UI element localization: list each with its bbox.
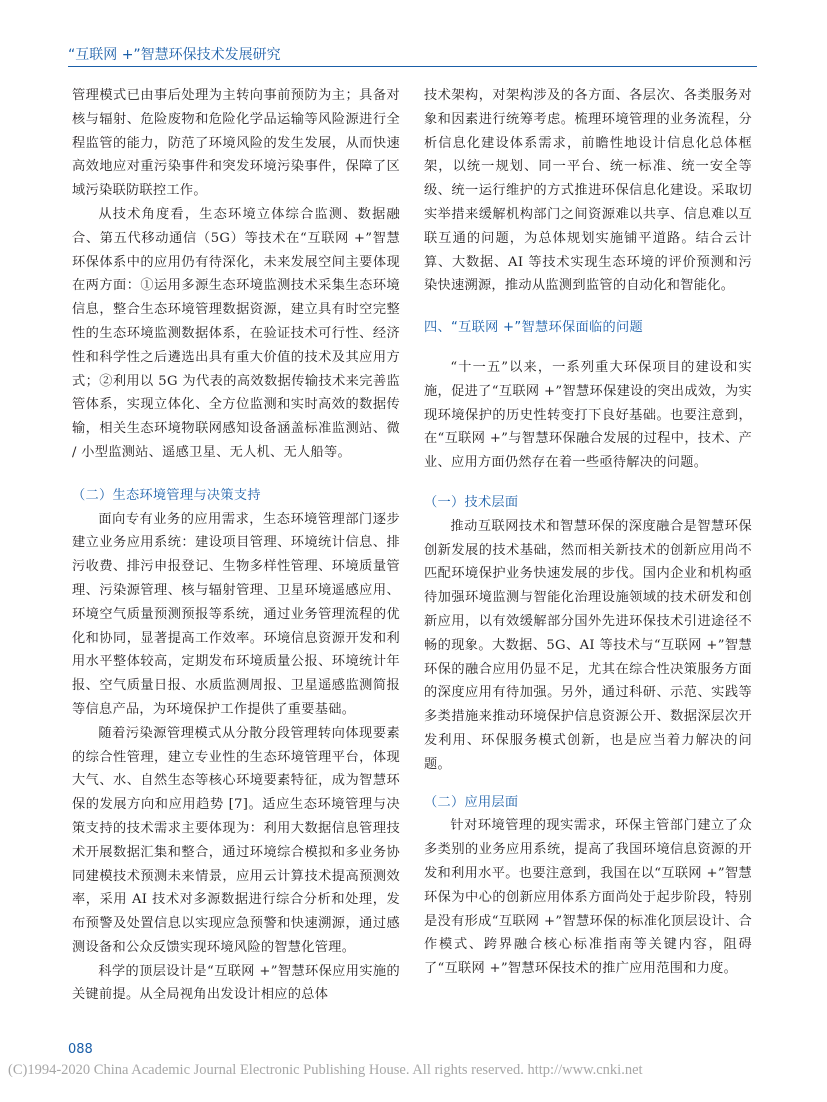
section-heading: 四、“互联网 +”智慧环保面临的问题 bbox=[424, 320, 643, 336]
subsection-heading: （二）应用层面 bbox=[424, 794, 519, 810]
paragraph: 科学的顶层设计是“互联网 +”智慧环保应用实施的关键前提。从全局视角出发设计相应的总体 bbox=[72, 963, 400, 1003]
subsection-heading: （二）生态环境管理与决策支持 bbox=[72, 487, 261, 503]
header-rule bbox=[68, 66, 757, 67]
running-head: “互联网 +”智慧环保技术发展研究 bbox=[68, 47, 281, 63]
paragraph: 推动互联网技术和智慧环保的深度融合是智慧环保创新发展的技术基础，然而相关新技术的创新应用尚不匹配环境保护业务快速发展的步伐。国内企业和机构亟待加强环境监测与智能化治理设施领域的技术研发和创新应用，以有效缓解部分国外先进环保技术引进途径不畅的现象。大数据、5G、AI 等技术与“互联网 +”智慧环保的融合应用仍显不足，尤其在综合性决策服务方面的深度应用有待加强。另外，通过科研、示范、实践等多类措施来推动环境保护信息资源公开、数据深层次开发利用、环保服务模式创新，也是应当着力解决的问题。 bbox=[424, 518, 752, 772]
paragraph: 针对环境管理的现实需求，环保主管部门建立了众多类别的业务应用系统，提高了我国环境信息资源的开发和利用水平。也要注意到，我国在以“互联网 +”智慧环保为中心的创新应用体系方面尚处于起步阶段，特别是没有形成“互联网 +”智慧环保的标准化顶层设计、合作模式、跨界融合核心标准指南等关键内容，阻碍了“互联网 +”智慧环保技术的推广应用范围和力度。 bbox=[424, 818, 752, 977]
right-column bbox=[424, 84, 752, 981]
subsection-heading: （一）技术层面 bbox=[424, 494, 519, 510]
paragraph: 随着污染源管理模式从分散分段管理转向体现要素的综合性管理，建立专业性的生态环境管理平台，体现大气、水、自然生态等核心环境要素特征，成为智慧环保的发展方向和应用趋势 [7]。适应生态环境管理与决策支持的技术需求主要体现为：利用大数据信息管理技术开展数据汇集和整合，通过环境综合模拟和多业务协同建模技术预测未来情景，应用云计算技术提高预测效率，采用 AI 技术对多源数据进行综合分析和处理，发布预警及处置信息以实现应急预警和快速溯源，通过感测设备和公众反馈实现环境风险的智慧化管理。 bbox=[72, 725, 400, 955]
paragraph: 管理模式已由事后处理为主转向事前预防为主；具备对核与辐射、危险废物和危险化学品运输等风险源进行全程监管的能力，防范了环境风险的发生发展，从而快速高效地应对重污染事件和突发环境污染事件，保障了区域污染联防联控工作。 bbox=[72, 88, 400, 199]
paragraph: “十一五”以来，一系列重大环保项目的建设和实施，促进了“互联网 +”智慧环保建设的突出成效，为实现环境保护的历史性转变打下良好基础。也要注意到，在“互联网 +”与智慧环保融合发展的过程中，技术、产业、应用方面仍然存在着一些亟待解决的问题。 bbox=[424, 359, 752, 471]
watermark: (C)1994-2020 China Academic Journal Electronic Publishing House. All rights reserved. http://www.cnki.net bbox=[8, 1062, 643, 1078]
page-number: 088 bbox=[68, 1042, 93, 1057]
paragraph: 从技术角度看，生态环境立体综合监测、数据融合、第五代移动通信（5G）等技术在“互联网 +”智慧环保体系中的应用仍有待深化，未来发展空间主要体现在两方面：①运用多源生态环境监测技术采集生态环境信息，整合生态环境管理数据资源，建立具有时空完整性的生态环境监测数据体系，在验证技术可行性、经济性和科学性之后遴选出具有重大价值的技术及其应用方式；②利用以 5G 为代表的高效数据传输技术来完善监管体系，实现立体化、全方位监测和实时高效的数据传输，相关生态环境物联网感知设备涵盖标准监测站、微 / 小型监测站、遥感卫星、无人机、无人船等。 bbox=[72, 206, 400, 460]
paragraph: 面向专有业务的应用需求，生态环境管理部门逐步建立业务应用系统：建设项目管理、环境统计信息、排污收费、排污申报登记、生物多样性管理、环境质量管理、污染源管理、核与辐射管理、卫星环境遥感应用、环境空气质量预测预报等系统，通过业务管理流程的优化和协同，显著提高工作效率。环境信息资源开发和利用水平整体较高，定期发布环境质量公报、环境统计年报、空气质量日报、水质监测周报、卫星遥感监测简报等信息产品，为环境保护工作提供了重要基础。 bbox=[72, 511, 400, 717]
left-column bbox=[72, 84, 400, 1007]
paragraph: 技术架构，对架构涉及的各方面、各层次、各类服务对象和因素进行统筹考虑。梳理环境管理的业务流程，分析信息化建设体系需求，前瞻性地设计信息化总体框架，以统一规划、同一平台、统一标准、统一安全等级、统一运行维护的方式推进环保信息化建设。采取切实举措来缓解机构部门之间资源难以共享、信息难以互联互通的问题，为总体规划实施铺平道路。结合云计算、大数据、AI 等技术实现生态环境的评价预测和污染快速溯源，推动从监测到监管的自动化和智能化。 bbox=[424, 88, 752, 294]
